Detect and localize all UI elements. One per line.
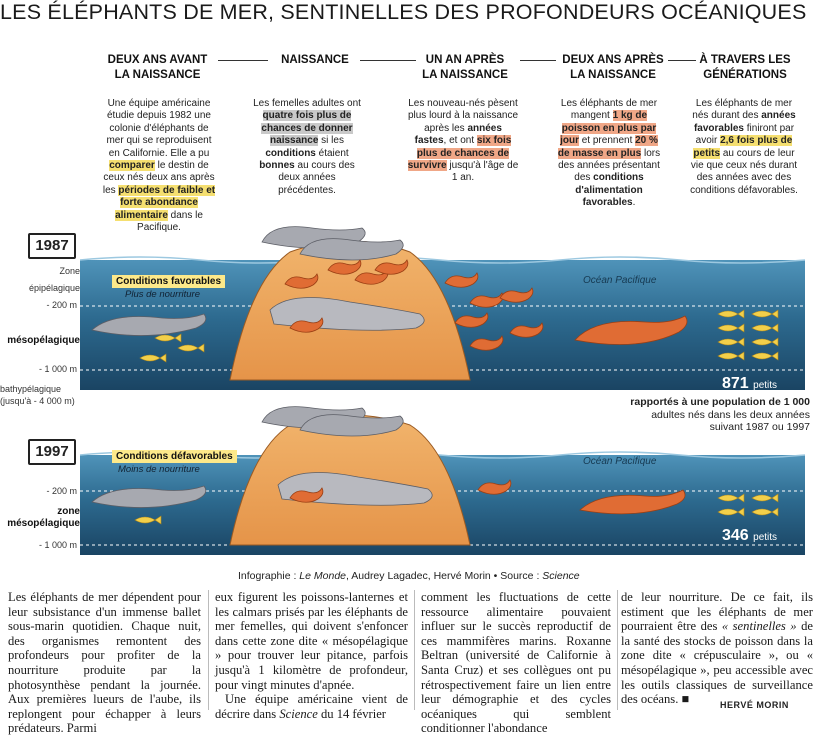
timeline-heading-4-line1: DEUX ANS APRÈS — [562, 54, 664, 66]
column-divider — [208, 590, 209, 710]
population-note-line3: suivant 1987 ou 1997 — [709, 421, 810, 433]
pup-count-value-1987: 871 — [722, 375, 749, 392]
condition-subtitle-1987: Plus de nourriture — [125, 289, 200, 300]
bathypelagic-label — [0, 383, 80, 407]
condition-badge-1987: Conditions favorables — [112, 275, 225, 288]
column-2-text — [250, 98, 364, 197]
timeline-heading-1-line2: LA NAISSANCE — [114, 69, 201, 81]
credits-prefix: Infographie : — [238, 570, 300, 582]
article-column-2-para2-a: Une équipe américaine vient de décrire dans — [215, 692, 408, 721]
column-2-highlight: quatre fois plus de chances de donner naissance — [261, 110, 353, 147]
column-2-bold-b: bonnes — [259, 160, 295, 172]
article-column-2-journal: Science — [279, 706, 318, 721]
column-4-bold: conditions d'alimentation favorables — [575, 172, 644, 209]
condition-badge-1997: Conditions défavorables — [112, 450, 237, 463]
population-note-line2: adultes nés dans les deux années — [651, 408, 810, 421]
year-label-1987: 1987 — [28, 233, 76, 259]
column-1-text — [100, 98, 218, 234]
timeline-heading-3-line2: LA NAISSANCE — [422, 69, 508, 81]
column-4-highlight-a: 1 kg de poisson en plus par jour — [560, 110, 657, 147]
condition-subtitle-1997: Moins de nourriture — [118, 464, 200, 475]
timeline-heading-4 — [553, 53, 673, 83]
column-2-text-d: au cours des deux années précédentes. — [278, 160, 355, 196]
article-column-4-emphasis: « sentinelles » — [721, 619, 797, 634]
column-4-text — [553, 98, 665, 210]
article-column-2-para2-b: du 14 février — [317, 706, 386, 721]
timeline-connector — [520, 60, 556, 61]
zone-label-line1: Zone — [59, 266, 80, 276]
timeline-heading-1-line1: DEUX ANS AVANT — [107, 54, 208, 66]
pup-count-1997 — [722, 527, 777, 545]
article-column-1: Les éléphants de mer dépendent pour leur subsistance d'un immense ballet sous-marin quotidien. Chaque nuit, des organismes remontent des profondeurs pour profiter de la nourriture produite par la photosynthèse pendant la journée. Aux premières lueurs de l'aube, ils replongent pour échapper à leurs prédateurs. Parmi — [8, 590, 201, 736]
article-author: HERVÉ MORIN — [720, 700, 789, 710]
timeline-heading-4-line2: LA NAISSANCE — [570, 69, 656, 81]
timeline-heading-2-line1: NAISSANCE — [281, 54, 349, 66]
credits-paper: Le Monde — [299, 570, 346, 582]
column-5-text-a: Les éléphants de mer nés durant des — [692, 98, 793, 122]
column-3-text-b: , et ont — [443, 135, 477, 147]
article-column-4-text-a: de leur nourriture. De ce fait, ils estiment que les éléphants de mer pourraient être des — [621, 590, 813, 634]
population-note-line1: rapportés à une population de 1 000 — [630, 396, 810, 408]
column-4-text-c: lors des années présentant des — [558, 147, 661, 184]
column-divider — [414, 590, 415, 710]
column-3-text-a: Les nouveau-nés pèsent plus lourd à la naissance après les — [407, 98, 519, 134]
timeline-heading-5-line1: À TRAVERS LES — [699, 54, 791, 66]
bathypelagic-line1: bathypélagique — [0, 384, 62, 394]
ocean-label-1987: Océan Pacifique — [583, 275, 657, 286]
column-1-text-c: dans le Pacifique. — [137, 209, 203, 234]
depth-200-label: - 200 m — [46, 486, 77, 496]
column-divider — [617, 590, 618, 710]
mesopelagic-label-line2: mésopélagique — [7, 518, 80, 529]
column-1-text-a: Une équipe américaine étudie depuis 1982 une colonie d'éléphants de mer qui se reproduisent en Californie. Elle a pu — [106, 98, 212, 159]
depth-200-label: - 200 m — [46, 300, 77, 310]
column-3-highlight: six fois plus de chances de survivre — [407, 135, 512, 172]
column-3-text-c: jusqu'à l'âge de 1 an. — [446, 160, 519, 184]
article-column-2-para1: eux figurent les poissons-lanternes et les calmars prisés par les éléphants de mer femelles, qui doivent s'enfoncer dans cette zone dite « mésopélagique » pour trouver leur pitance, parfois jusqu'à 1 kilomètre de profondeur, pour vingt minutes d'apnée. — [215, 590, 408, 692]
pup-count-unit-1997: petits — [753, 532, 778, 543]
depth-1000-label: - 1 000 m — [38, 364, 77, 374]
mesopelagic-label: mésopélagique — [7, 335, 80, 346]
column-2-bold-a: conditions — [265, 147, 316, 159]
column-5-text — [690, 98, 798, 197]
zone-label-line2: épipélagique — [28, 283, 80, 293]
timeline-heading-1 — [95, 53, 220, 83]
population-note — [610, 396, 810, 434]
pup-count-unit-1987: petits — [753, 380, 778, 391]
bathypelagic-line2: (jusqu'à - 4 000 m) — [0, 396, 75, 406]
year-label-1997: 1997 — [28, 439, 76, 465]
column-4-text-a: Les éléphants de mer mangent — [560, 98, 658, 122]
column-5-bold: années favorables — [693, 110, 796, 134]
timeline-connector — [218, 60, 268, 61]
column-1-highlight-a: comparer — [109, 160, 155, 172]
pup-count-value-1997: 346 — [722, 527, 749, 544]
panel-1987-scene — [80, 227, 805, 390]
ocean-label-1997: Océan Pacifique — [583, 456, 657, 467]
timeline-heading-5-line2: GÉNÉRATIONS — [703, 69, 787, 81]
column-5-text-b: finiront par avoir — [695, 122, 795, 147]
credits-source: Science — [542, 570, 580, 582]
timeline-heading-5 — [690, 53, 800, 83]
zone-label — [5, 263, 80, 297]
column-5-text-c: au cours de leur vie que ceux nés durant des années avec des conditions défavorables. — [690, 147, 798, 196]
mesopelagic-label-1997 — [0, 506, 80, 530]
column-1-highlight-b: périodes de faible et forte abondance alimentaire — [115, 184, 216, 221]
timeline-heading-3 — [410, 53, 520, 83]
depth-1000-label: - 1 000 m — [38, 540, 77, 550]
timeline-heading-3-line1: UN AN APRÈS — [425, 54, 505, 66]
column-1-text-b: le destin de ceux nés deux ans après les — [102, 160, 215, 196]
column-3-bold: années fastes — [414, 122, 502, 147]
seal-illustration — [0, 220, 821, 565]
timeline-connector — [360, 60, 416, 61]
column-2-text-a: Les femelles adultes ont — [253, 98, 361, 109]
mesopelagic-label-line1: zone — [57, 506, 80, 517]
article-end-mark: ■ — [681, 692, 690, 707]
article-column-4-text-b: de la santé des stocks de poisson dans la zone dite « crépusculaire », ou « mésopélagique », peu accessible avec les outils classiques de surveillance des océans. — [621, 619, 813, 707]
article-column-4 — [621, 590, 813, 707]
column-4-highlight-b: 20 % de masse en plus — [557, 135, 658, 159]
pup-count-1987 — [722, 375, 777, 393]
page-title: LES ÉLÉPHANTS DE MER, SENTINELLES DES PROFONDEURS OCÉANIQUES — [0, 0, 807, 24]
article-column-2 — [215, 590, 408, 721]
column-2-text-b: si les — [318, 135, 344, 147]
column-2-text-c: étaient — [315, 147, 349, 159]
credits — [238, 570, 580, 582]
column-4-text-d: . — [632, 197, 636, 209]
credits-names: , Audrey Lagadec, Hervé Morin • Source : — [346, 570, 543, 582]
column-4-text-b: et prennent — [578, 135, 636, 147]
column-3-text — [407, 98, 519, 185]
column-5-highlight: 2,6 fois plus de petits — [693, 135, 793, 159]
timeline-heading-2 — [270, 53, 360, 68]
article-column-3: comment les fluctuations de cette ressource alimentaire pouvaient influer sur le succès reproductif de ces mammifères marins. Roxanne Beltran (université de Californie à Santa Cruz) et ses collègues ont pu rétrospectivement faire un lien entre leur démographie et des cycles océaniques qui semblent conditionner l'abondance — [421, 590, 611, 736]
